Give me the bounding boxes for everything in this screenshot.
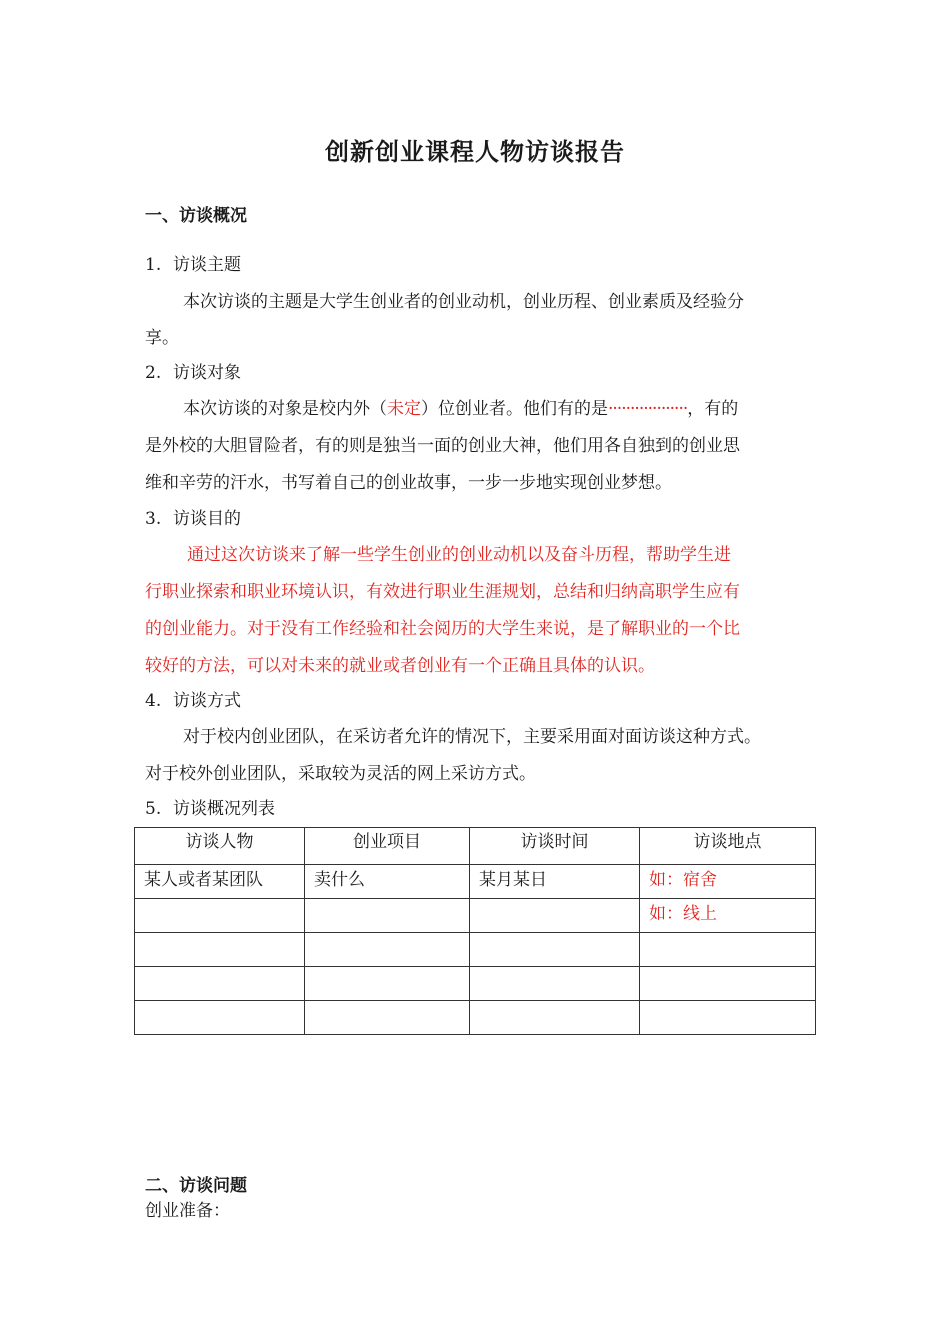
table-cell <box>640 933 816 967</box>
subject-count-placeholder: 未定 <box>387 399 421 419</box>
item-5-number: 5. <box>145 799 162 819</box>
item-2-heading <box>145 358 241 383</box>
table-row <box>135 967 816 1001</box>
item-4-label: 访谈方式 <box>173 691 241 711</box>
theme-line-1: 本次访谈的主题是大学生创业者的创业动机，创业历程、创业素质及经验分 <box>183 292 744 312</box>
table-cell <box>305 933 470 967</box>
table-cell: 如：宿舍 <box>640 865 816 899</box>
item-1-number: 1. <box>145 255 162 275</box>
header-place: 访谈地点 <box>640 828 816 865</box>
subject-line-3: 维和辛劳的汗水，书写着自己的创业故事，一步一步地实现创业梦想。 <box>145 473 672 493</box>
subject-text-c: ，有的 <box>687 399 739 419</box>
section2-subheading: 创业准备： <box>145 1201 230 1221</box>
table-cell: 某人或者某团队 <box>135 865 305 899</box>
table-cell <box>305 967 470 1001</box>
subject-dots-placeholder: ·················· <box>608 399 688 419</box>
table-cell <box>470 933 640 967</box>
item-4-heading <box>145 686 241 711</box>
report-title: 创新创业课程人物访谈报告 <box>325 137 625 166</box>
table-cell <box>305 1001 470 1035</box>
item-2-number: 2. <box>145 363 162 383</box>
table-row <box>135 933 816 967</box>
header-time: 访谈时间 <box>470 828 640 865</box>
table-cell <box>640 1001 816 1035</box>
purpose-line-3: 的创业能力。对于没有工作经验和社会阅历的大学生来说，是了解职业的一个比 <box>145 619 740 639</box>
table-cell: 如：线上 <box>640 899 816 933</box>
method-line-1: 对于校内创业团队，在采访者允许的情况下，主要采用面对面访谈这种方式。 <box>183 727 761 747</box>
table-cell <box>470 1001 640 1035</box>
item-4-number: 4. <box>145 691 162 711</box>
item-3-number: 3. <box>145 509 162 529</box>
subject-line-1 <box>183 394 738 419</box>
item-2-label: 访谈对象 <box>173 363 241 383</box>
item-3-label: 访谈目的 <box>173 509 241 529</box>
item-5-label: 访谈概况列表 <box>173 799 275 819</box>
section1-heading: 一、访谈概况 <box>145 206 247 226</box>
table-row <box>135 865 816 899</box>
table-cell <box>135 967 305 1001</box>
item-3-heading <box>145 504 241 529</box>
item-5-heading <box>145 794 275 819</box>
table-cell <box>470 967 640 1001</box>
section2-heading: 二、访谈问题 <box>145 1176 247 1196</box>
item-1-label: 访谈主题 <box>173 255 241 275</box>
subject-text-a: 本次访谈的对象是校内外（ <box>183 399 387 419</box>
item-1-heading <box>145 250 241 275</box>
table-header-row <box>135 828 816 865</box>
subject-line-2: 是外校的大胆冒险者，有的则是独当一面的创业大神，他们用各自独到的创业思 <box>145 436 740 456</box>
purpose-line-1: 通过这次访谈来了解一些学生创业的创业动机以及奋斗历程，帮助学生进 <box>187 545 731 565</box>
table-row <box>135 899 816 933</box>
table-cell <box>305 899 470 933</box>
table-cell <box>135 933 305 967</box>
table-cell: 某月某日 <box>470 865 640 899</box>
method-line-2: 对于校外创业团队，采取较为灵活的网上采访方式。 <box>145 764 536 784</box>
purpose-line-2: 行职业探索和职业环境认识，有效进行职业生涯规划，总结和归纳高职学生应有 <box>145 582 740 602</box>
table-cell <box>135 1001 305 1035</box>
interview-table <box>134 827 816 1035</box>
header-person: 访谈人物 <box>135 828 305 865</box>
purpose-line-4: 较好的方法，可以对未来的就业或者创业有一个正确且具体的认识。 <box>145 656 655 676</box>
table-row <box>135 1001 816 1035</box>
table-cell: 卖什么 <box>305 865 470 899</box>
table-cell <box>640 967 816 1001</box>
subject-text-b: ）位创业者。他们有的是 <box>421 399 608 419</box>
table-cell <box>470 899 640 933</box>
table-cell <box>135 899 305 933</box>
theme-line-2: 享。 <box>145 328 179 348</box>
header-project: 创业项目 <box>305 828 470 865</box>
